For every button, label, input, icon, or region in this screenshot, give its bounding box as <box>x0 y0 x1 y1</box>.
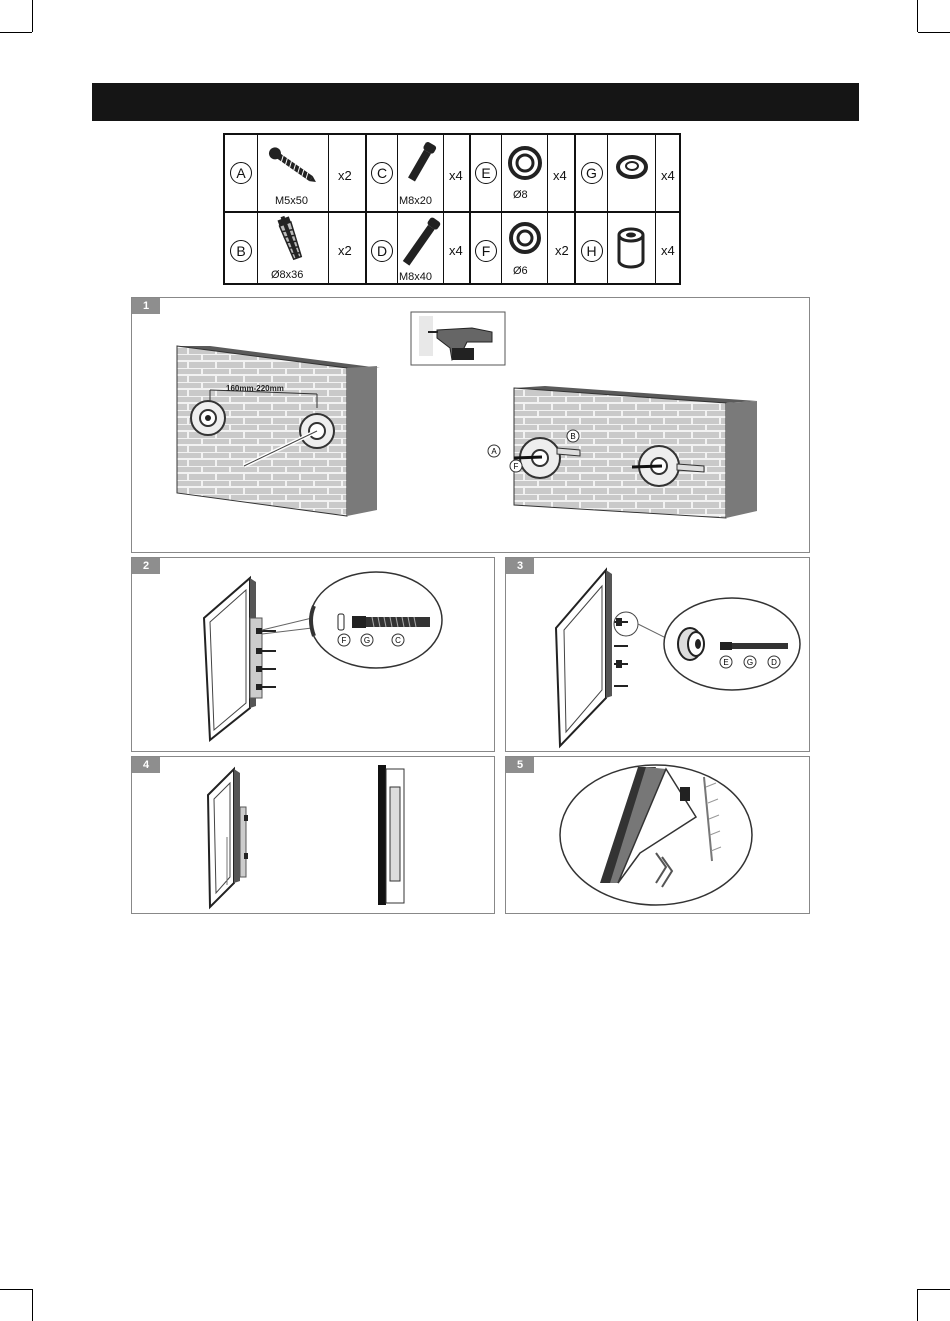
part-size: Ø6 <box>513 265 528 277</box>
part-qty: x4 <box>449 168 463 183</box>
callout-label: E <box>723 658 729 667</box>
part-letter: A <box>230 162 252 184</box>
crop-mark <box>917 1289 918 1321</box>
part-letter: B <box>230 240 252 262</box>
crop-mark <box>0 32 32 33</box>
step-4-illustration <box>132 757 496 915</box>
callout-label: G <box>363 636 371 645</box>
part-letter: G <box>581 162 603 184</box>
callout-label: B <box>570 432 576 441</box>
step-number: 4 <box>132 757 160 773</box>
bolt-icon <box>403 139 439 187</box>
step-number: 3 <box>506 558 534 574</box>
header-bar <box>92 83 859 121</box>
step-3-illustration <box>506 558 811 753</box>
part-qty: x4 <box>661 243 675 258</box>
part-size: M5x50 <box>275 195 309 207</box>
callout-label: C <box>395 636 401 645</box>
washer-icon <box>508 221 542 255</box>
long-bolt-icon <box>401 215 441 269</box>
part-qty: x4 <box>553 168 567 183</box>
crop-mark <box>32 0 33 32</box>
spacer-ring-icon <box>615 153 649 181</box>
step-2-panel <box>131 557 495 752</box>
spacer-sleeve-icon <box>613 225 649 271</box>
step-1-illustration <box>132 298 811 554</box>
step-3-panel <box>505 557 810 752</box>
part-letter: F <box>475 240 497 262</box>
crop-mark <box>32 1289 33 1321</box>
part-qty: x4 <box>449 243 463 258</box>
crop-mark <box>918 32 950 33</box>
callout-label: A <box>491 447 497 456</box>
crop-mark <box>918 1289 950 1290</box>
step-number: 2 <box>132 558 160 574</box>
step-4-panel <box>131 756 495 914</box>
callout-label: G <box>746 658 754 667</box>
part-size: M8x20 <box>399 195 433 207</box>
callout-label: F <box>513 462 519 471</box>
screw-icon <box>263 139 323 194</box>
step-5-illustration <box>506 757 811 915</box>
part-letter: D <box>371 240 393 262</box>
step-5-panel <box>505 756 810 914</box>
parts-row <box>225 211 679 288</box>
part-qty: x2 <box>338 243 352 258</box>
parts-table <box>223 133 681 285</box>
crop-mark <box>917 0 918 32</box>
wall-plug-icon <box>271 215 311 265</box>
washer-icon <box>507 145 543 181</box>
part-letter: H <box>581 240 603 262</box>
callout-label: D <box>771 658 777 667</box>
part-letter: E <box>475 162 497 184</box>
part-qty: x2 <box>555 243 569 258</box>
part-size: Ø8x36 <box>271 269 304 281</box>
step-number: 1 <box>132 298 160 314</box>
part-size: M8x40 <box>399 271 433 283</box>
step-number: 5 <box>506 757 534 773</box>
part-qty: x2 <box>338 168 352 183</box>
parts-row <box>225 135 679 210</box>
step-1-panel <box>131 297 810 553</box>
step-2-illustration <box>132 558 496 753</box>
dimension-label: 160mm-220mm <box>226 384 284 393</box>
crop-mark <box>0 1289 32 1290</box>
callout-label: F <box>341 636 347 645</box>
part-qty: x4 <box>661 168 675 183</box>
part-letter: C <box>371 162 393 184</box>
part-size: Ø8 <box>513 189 528 201</box>
